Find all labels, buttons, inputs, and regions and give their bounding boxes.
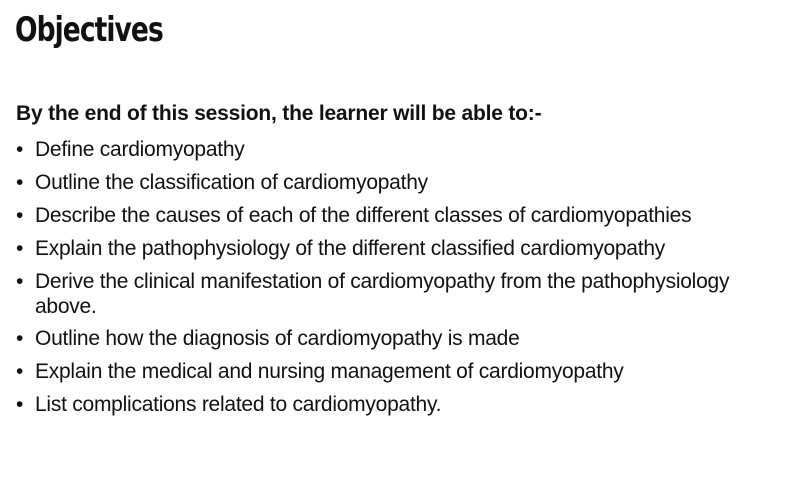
bullet-icon: • bbox=[16, 204, 24, 227]
list-item bbox=[16, 170, 796, 196]
list-item-text: List complications related to cardiomyopathy. bbox=[35, 393, 442, 416]
list-item bbox=[16, 392, 796, 418]
list-item bbox=[16, 326, 796, 352]
bullet-icon: • bbox=[16, 237, 24, 260]
bullet-icon: • bbox=[16, 327, 24, 350]
list-item-text: Explain the medical and nursing management of cardiomyopathy bbox=[35, 360, 624, 383]
bullet-icon: • bbox=[16, 270, 24, 293]
list-item-text: Outline how the diagnosis of cardiomyopathy is made bbox=[35, 327, 520, 350]
bullet-icon: • bbox=[16, 360, 24, 383]
list-item-text: Explain the pathophysiology of the different classified cardiomyopathy bbox=[35, 237, 666, 260]
intro-text: By the end of this session, the learner will be able to:- bbox=[16, 102, 542, 125]
list-item bbox=[16, 269, 735, 319]
objectives-list bbox=[16, 137, 796, 425]
list-item bbox=[16, 236, 796, 262]
list-item bbox=[16, 137, 796, 163]
list-item-text: Describe the causes of each of the different classes of cardiomyopathies bbox=[35, 204, 692, 227]
list-item bbox=[16, 203, 796, 229]
list-item-text: Derive the clinical manifestation of cardiomyopathy from the pathophysiology above. bbox=[35, 270, 730, 318]
bullet-icon: • bbox=[16, 138, 24, 161]
bullet-icon: • bbox=[16, 171, 24, 194]
list-item bbox=[16, 359, 796, 385]
list-item-text: Define cardiomyopathy bbox=[35, 138, 245, 161]
slide-title: Objectives bbox=[15, 10, 163, 50]
list-item-text: Outline the classification of cardiomyopathy bbox=[35, 171, 428, 194]
bullet-icon: • bbox=[16, 393, 24, 416]
